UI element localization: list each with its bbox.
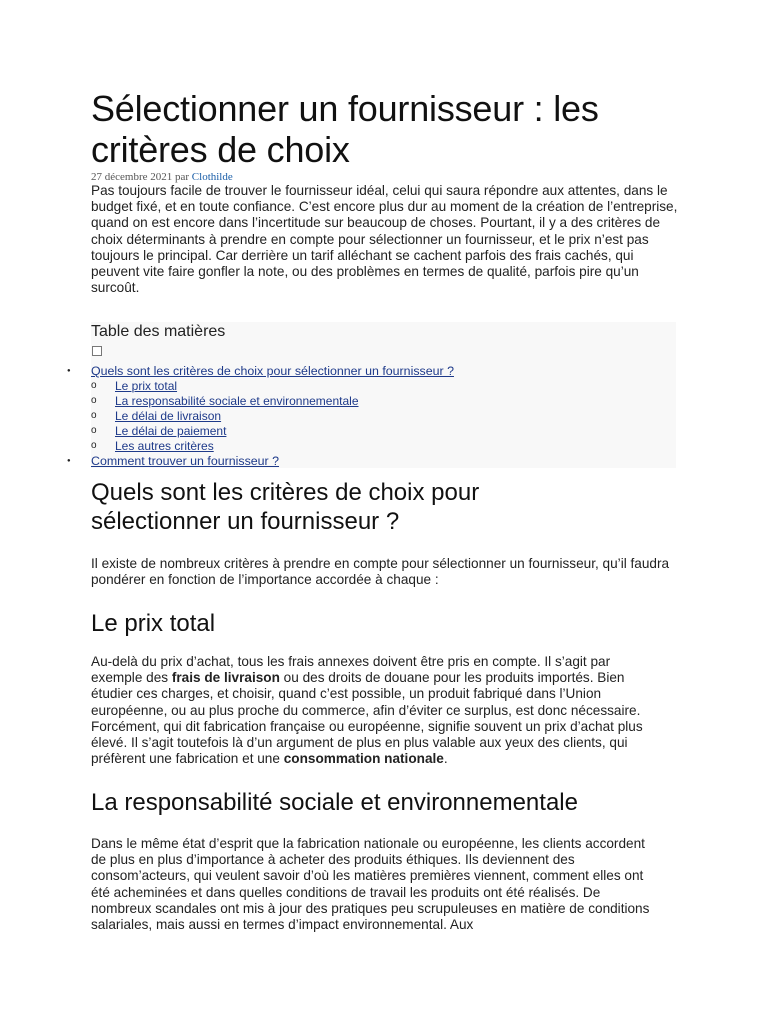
toc-link-delai-paiement[interactable]: Le délai de paiement: [115, 424, 227, 439]
toc-link-delai-livraison[interactable]: Le délai de livraison: [115, 409, 222, 424]
toc-list: [0, 364, 680, 469]
toc-link-autres-criteres[interactable]: Les autres critères: [115, 439, 214, 454]
section-heading-responsabilite: La responsabilité sociale et environnementale: [91, 789, 578, 816]
toc-title: Table des matières: [91, 323, 226, 340]
toc-item: [0, 454, 680, 469]
article-meta: [91, 171, 683, 183]
section-heading-prix-total: Le prix total: [91, 610, 216, 637]
toc-link-responsabilite[interactable]: La responsabilité sociale et environnementale: [115, 394, 359, 409]
toc-link-prix-total[interactable]: Le prix total: [115, 379, 178, 394]
intro-paragraph: Pas toujours facile de trouver le fournisseur idéal, celui qui saura répondre aux attentes, dans le budget fixé, et en toute confiance. C’est encore plus dur au moment de la création de l’entreprise, quand on est encore dans l’incertitude sur beaucoup de choses. Pourtant, il y a des critères de choix déterminants à prendre en compte pour sélectionner un fournisseur, et le prix n’est pas toujours le principal. Car derrière un tarif alléchant se cachent parfois des frais cachés, qui peuvent vite faire gonfler la note, ou des problèmes en termes de qualité, parfois pire qu’un surcoût.: [91, 183, 678, 296]
toc-item: [0, 424, 680, 439]
text-run: Au-delà du prix d’achat, tous les frais annexes doivent être pris en compte. Il s’agit par exemple des: [91, 654, 611, 686]
section-criteria-paragraph: Il existe de nombreux critères à prendre en compte pour sélectionner un fournisseur, qu’il faudra pondérer en fonction de l’importance accordée à chaque :: [91, 556, 670, 588]
section-prix-paragraph: [91, 654, 663, 767]
text-run: ou des droits de douane pour les produits importés. Bien étudier ces charges, et choisir, quand c’est possible, un produit fabriqué dans l’Union européenne, ou au plus proche du commerce, afin d’éviter ce surplus, est donc nécessaire. Forcément, qui dit fabrication française ou européenne, signifie souvent un prix d’achat plus élevé. Il s’agit toutefois là d’un argument de plus en plus valable aux yeux des clients, qui préfèrent une fabrication et une: [91, 670, 643, 767]
table-of-contents: [91, 322, 676, 468]
toc-toggle-checkbox[interactable]: [92, 346, 102, 356]
author-link[interactable]: Clothilde: [191, 171, 233, 183]
toc-link-criteria[interactable]: Quels sont les critères de choix pour sélectionner un fournisseur ?: [91, 364, 454, 378]
author-prefix: par: [175, 171, 190, 183]
toc-item: [0, 439, 680, 454]
section-responsabilite-paragraph: Dans le même état d’esprit que la fabrication nationale ou européenne, les clients accordent de plus en plus d’importance à acheter des produits éthiques. Ils deviennent des consom’acteurs, qui veulent savoir d’où les matières premières viennent, comment elles ont été acheminées et dans quelles conditions de travail les produits ont été réalisés. De nombreux scandales ont mis à jour des pratiques peu scrupuleuses en matière de conditions salariales, mais aussi en termes d’impact environnemental. Aux: [91, 836, 650, 933]
bold-frais-livraison: frais de livraison: [171, 670, 280, 686]
section-heading-criteria: Quels sont les critères de choix pour sélectionner un fournisseur ?: [91, 479, 480, 535]
page-title: Sélectionner un fournisseur : les critères de choix: [91, 88, 599, 170]
article: [91, 88, 683, 933]
toc-item: [0, 379, 680, 394]
toc-link-trouver[interactable]: Comment trouver un fournisseur ?: [91, 454, 280, 469]
publish-date: 27 décembre 2021: [91, 171, 173, 183]
toc-item: [0, 394, 680, 409]
toc-item: [0, 364, 680, 379]
text-run: .: [443, 751, 448, 767]
bold-consommation-nationale: consommation nationale: [283, 751, 444, 767]
toc-item: [0, 409, 680, 424]
